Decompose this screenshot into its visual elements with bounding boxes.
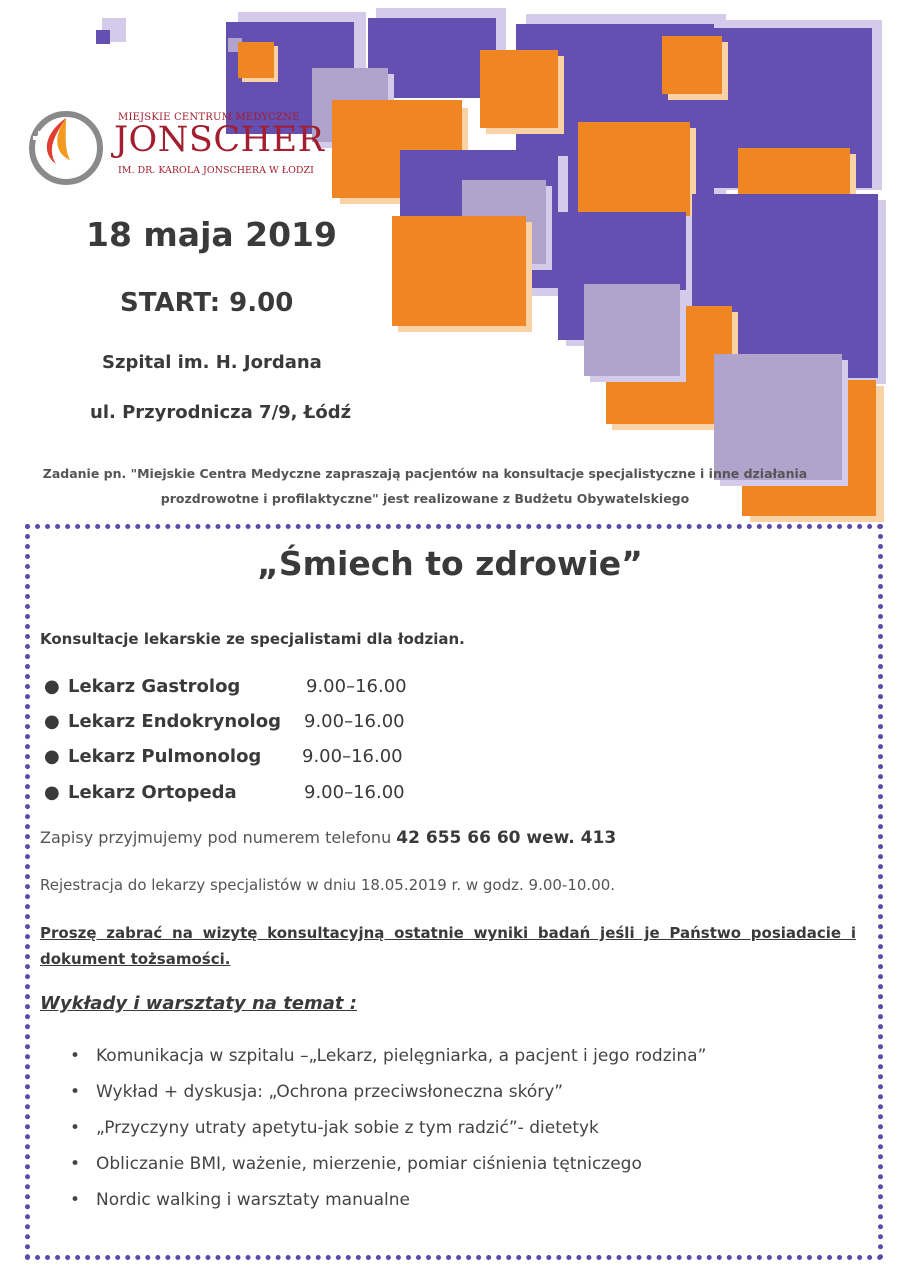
bullet-icon: • [70, 1190, 81, 1210]
doctor-name: Lekarz Ortopeda [68, 782, 237, 803]
topic-text: Obliczanie BMI, ważenie, mierzenie, pomiar ciśnienia tętniczego [96, 1154, 642, 1174]
logo-emblem-icon [26, 108, 106, 188]
phone-prefix: Zapisy przyjmujemy pod numerem telefonu [40, 828, 397, 847]
location-hospital: Szpital im. H. Jordana [102, 352, 322, 373]
bullet-icon: • [70, 1118, 81, 1138]
location-address: ul. Przyrodnicza 7/9, Łódź [90, 402, 352, 423]
bullet-icon: • [70, 1046, 81, 1066]
topic-text: Nordic walking i warsztaty manualne [96, 1190, 410, 1210]
doctor-name: Lekarz Pulmonolog [68, 746, 262, 767]
bullet-icon: ● [44, 711, 60, 732]
phone-line [40, 828, 616, 848]
event-date: 18 maja 2019 [86, 215, 337, 254]
bullet-icon: ● [44, 746, 60, 767]
event-start: START: 9.00 [120, 288, 294, 318]
doctor-name: Lekarz Gastrolog [68, 676, 241, 697]
phone-number: 42 655 66 60 wew. 413 [396, 828, 617, 848]
doctor-name: Lekarz Endokrynolog [68, 711, 281, 732]
topic-text: „Przyczyny utraty apetytu-jak sobie z tym radzić”- dietetyk [96, 1118, 599, 1138]
funding-note: Zadanie pn. "Miejskie Centra Medyczne zapraszają pacjentów na konsultacje specjalistyczne i inne działania prozdrowotne i profilaktyczne" jest realizowane z Budżetu Obywatelskiego [42, 466, 808, 506]
bullet-icon: ● [44, 676, 60, 697]
bullet-icon: • [70, 1082, 81, 1102]
clinic-logo [26, 108, 325, 188]
registration-info: Rejestracja do lekarzy specjalistów w dniu 18.05.2019 r. w godz. 9.00-10.00. [40, 876, 616, 894]
bullet-icon: ● [44, 782, 60, 803]
doctor-hours: 9.00–16.00 [302, 746, 403, 767]
documents-note: Proszę zabrać na wizytę konsultacyjną ostatnie wyniki badań jeśli je Państwo posiadacie i dokument tożsamości. [40, 924, 856, 968]
logo-top-text: MIEJSKIE CENTRUM MEDYCZNE [118, 112, 300, 123]
doctor-hours: 9.00–16.00 [304, 782, 405, 803]
topic-text: Komunikacja w szpitalu –„Lekarz, pielęgniarka, a pacjent i jego rodzina” [96, 1046, 707, 1066]
consult-heading: Konsultacje lekarskie ze specjalistami dla łodzian. [40, 630, 465, 648]
bullet-icon: • [70, 1154, 81, 1174]
logo-sub-text: IM. DR. KAROLA JONSCHERA W ŁODZI [118, 165, 314, 176]
logo-name: JONSCHER [114, 120, 325, 160]
event-title: „Śmiech to zdrowie” [257, 544, 643, 583]
doctor-hours: 9.00–16.00 [304, 711, 405, 732]
lectures-heading: Wykłady i warsztaty na temat : [40, 993, 357, 1014]
topic-text: Wykład + dyskusja: „Ochrona przeciwsłoneczna skóry” [96, 1082, 564, 1102]
doctor-hours: 9.00–16.00 [306, 676, 407, 697]
